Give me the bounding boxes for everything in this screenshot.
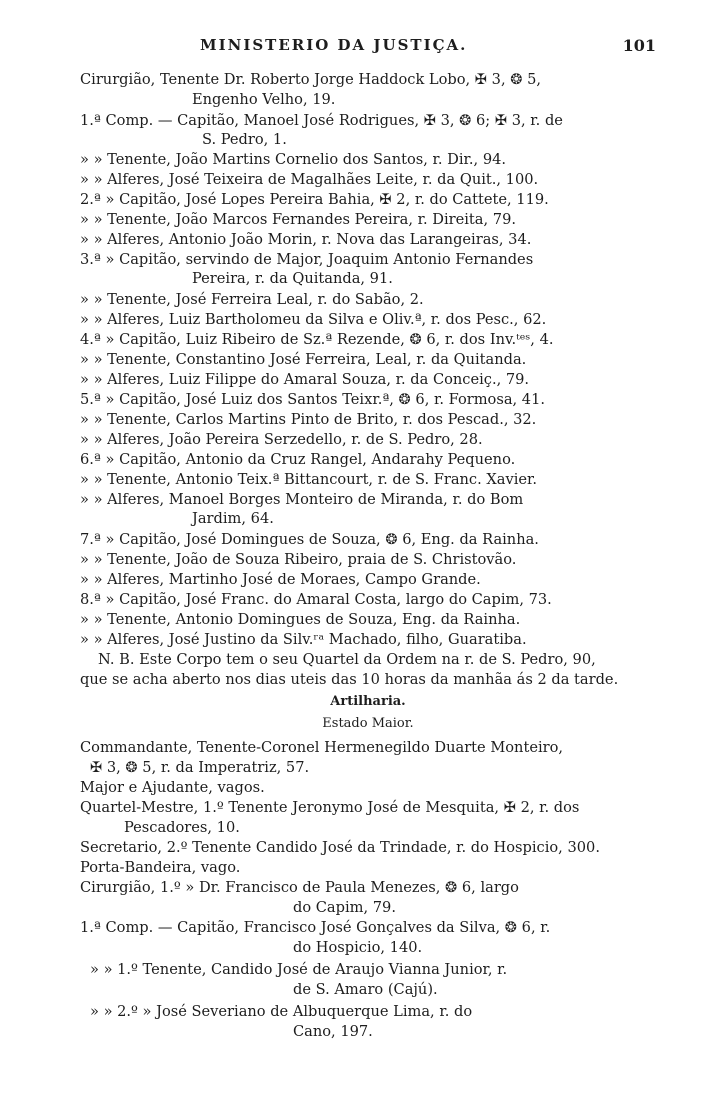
text-line: Jardim, 64. (192, 510, 274, 527)
text-line: » » Tenente, Constantino José Ferreira, Leal, r. da Quitanda. (80, 351, 527, 368)
text-line: 7.ª » Capitão, José Domingues de Souza, ❂ 6, Eng. da Rainha. (80, 531, 539, 548)
text-line: » » Tenente, Antonio Teix.ª Bittancourt, r. de S. Franc. Xavier. (80, 471, 538, 488)
text-line: » » Alferes, Manoel Borges Monteiro de Miranda, r. do Bom (80, 491, 524, 508)
page-number: 101 (622, 36, 656, 55)
text-line: » » Alferes, Luiz Bartholomeu da Silva e Oliv.ª, r. dos Pesc., 62. (80, 311, 547, 328)
text-line: 1.ª Comp. — Capitão, Manoel José Rodrigues, ✠ 3, ❂ 6; ✠ 3, r. de (80, 112, 563, 129)
page-header (80, 36, 656, 60)
text-line: » » Tenente, Antonio Domingues de Souza, Eng. da Rainha. (80, 611, 521, 628)
text-line: » » Tenente, José Ferreira Leal, r. do Sabão, 2. (80, 291, 424, 308)
section-subtitle: Estado Maior. (322, 716, 414, 731)
text-line: Pereira, r. da Quitanda, 91. (192, 270, 393, 287)
text-line: Major e Ajudante, vagos. (80, 779, 265, 796)
text-line: 3.ª » Capitão, servindo de Major, Joaquim Antonio Fernandes (80, 251, 534, 268)
text-line: » » Tenente, João de Souza Ribeiro, praia de S. Christovão. (80, 551, 517, 568)
text-line: 8.ª » Capitão, José Franc. do Amaral Costa, largo do Capim, 73. (80, 591, 552, 608)
text-line: 5.ª » Capitão, José Luiz dos Santos Teixr.ª, ❂ 6, r. Formosa, 41. (80, 391, 546, 408)
running-title: MINISTERIO DA JUSTIÇA. (200, 36, 468, 54)
text-line: ✠ 3, ❂ 5, r. da Imperatriz, 57. (90, 759, 310, 776)
text-line: S. Pedro, 1. (202, 131, 287, 148)
section-title: Artilharia. (330, 694, 406, 709)
text-line: » » 2.º » José Severiano de Albuquerque Lima, r. do (90, 1003, 473, 1020)
text-line: » » Alferes, José Teixeira de Magalhães Leite, r. da Quit., 100. (80, 171, 539, 188)
text-line: » » Alferes, José Justino da Silv.ʳᵃ Machado, filho, Guaratiba. (80, 631, 527, 648)
text-line: Cano, 197. (293, 1023, 373, 1040)
text-line: » » Alferes, Luiz Filippe do Amaral Souza, r. da Conceiç., 79. (80, 371, 530, 388)
text-line: » » 1.º Tenente, Candido José de Araujo Vianna Junior, r. (90, 961, 508, 978)
text-line: Quartel-Mestre, 1.º Tenente Jeronymo José de Mesquita, ✠ 2, r. dos (80, 799, 580, 816)
text-line: do Hospicio, 140. (293, 939, 423, 956)
text-line: » » Alferes, Antonio João Morin, r. Nova das Larangeiras, 34. (80, 231, 532, 248)
text-line: Commandante, Tenente-Coronel Hermenegildo Duarte Monteiro, (80, 739, 564, 756)
text-line: que se acha aberto nos dias uteis das 10 horas da manhãa ás 2 da tarde. (80, 671, 619, 688)
text-line: 1.ª Comp. — Capitão, Francisco José Gonçalves da Silva, ❂ 6, r. (80, 919, 551, 936)
text-line: Secretario, 2.º Tenente Candido José da Trindade, r. do Hospicio, 300. (80, 839, 600, 856)
text-line: Cirurgião, 1.º » Dr. Francisco de Paula Menezes, ❂ 6, largo (80, 879, 519, 896)
text-line: 4.ª » Capitão, Luiz Ribeiro de Sz.ª Rezende, ❂ 6, r. dos Inv.ᵗᵉˢ, 4. (80, 331, 554, 348)
text-line: » » Tenente, Carlos Martins Pinto de Brito, r. dos Pescad., 32. (80, 411, 537, 428)
text-line: do Capim, 79. (293, 899, 396, 916)
text-line: Engenho Velho, 19. (192, 91, 336, 108)
text-line: » » Alferes, Martinho José de Moraes, Campo Grande. (80, 571, 481, 588)
text-line: N. B. Este Corpo tem o seu Quartel da Ordem na r. de S. Pedro, 90, (98, 651, 596, 668)
text-line: Porta-Bandeira, vago. (80, 859, 241, 876)
text-line: de S. Amaro (Cajú). (293, 981, 438, 998)
text-line: Pescadores, 10. (124, 819, 240, 836)
text-line: » » Tenente, João Martins Cornelio dos Santos, r. Dir., 94. (80, 151, 507, 168)
text-line: Cirurgião, Tenente Dr. Roberto Jorge Haddock Lobo, ✠ 3, ❂ 5, (80, 71, 542, 88)
text-line: » » Alferes, João Pereira Serzedello, r. de S. Pedro, 28. (80, 431, 483, 448)
text-line: 6.ª » Capitão, Antonio da Cruz Rangel, Andarahy Pequeno. (80, 451, 516, 468)
text-line: 2.ª » Capitão, José Lopes Pereira Bahia, ✠ 2, r. do Cattete, 119. (80, 191, 549, 208)
text-line: » » Tenente, João Marcos Fernandes Pereira, r. Direita, 79. (80, 211, 516, 228)
